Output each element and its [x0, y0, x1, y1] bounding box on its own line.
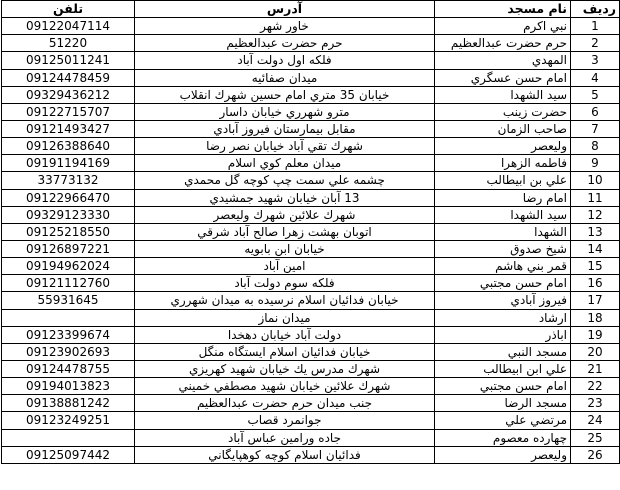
phone-cell: 09329123330	[2, 206, 135, 223]
table-row	[2, 155, 620, 172]
row-number-cell: 21	[571, 360, 620, 377]
row-number-cell: 26	[571, 446, 620, 463]
mosque-name-cell: اباذر	[435, 326, 571, 343]
phone-cell: 55931645	[2, 292, 135, 309]
row-number-cell: 9	[571, 155, 620, 172]
row-number-cell: 22	[571, 378, 620, 395]
table-row	[2, 360, 620, 377]
mosque-name-cell: امام حسن عسگري	[435, 69, 571, 86]
address-cell: فدائيان اسلام كوچه كوهپايگاني	[135, 446, 435, 463]
mosque-name-cell: علي ابن ابيطالب	[435, 360, 571, 377]
address-cell: اتوبان بهشت زهرا صالح آباد شرقي	[135, 223, 435, 240]
row-number-cell: 3	[571, 52, 620, 69]
phone-cell	[2, 309, 135, 326]
phone-cell: 51220	[2, 35, 135, 52]
mosque-name-cell: مسجد النبي	[435, 343, 571, 360]
phone-cell: 09125218550	[2, 223, 135, 240]
row-number-cell: 15	[571, 258, 620, 275]
phone-cell: 09121112760	[2, 275, 135, 292]
phone-cell: 09125097442	[2, 446, 135, 463]
phone-cell: 09123902693	[2, 343, 135, 360]
address-cell: امين آباد	[135, 258, 435, 275]
row-number-cell: 23	[571, 395, 620, 412]
row-number-cell: 4	[571, 69, 620, 86]
phone-cell: 09122047114	[2, 18, 135, 35]
phone-cell: 09329436212	[2, 86, 135, 103]
row-number-cell: 16	[571, 275, 620, 292]
row-number-cell: 19	[571, 326, 620, 343]
name-column-header: نام مسجد	[435, 1, 571, 18]
table-row	[2, 86, 620, 103]
phone-cell: 09138881242	[2, 395, 135, 412]
phone-cell: 09194962024	[2, 258, 135, 275]
row-number-cell: 18	[571, 309, 620, 326]
row-number-cell: 25	[571, 429, 620, 446]
phone-cell: 09124478755	[2, 360, 135, 377]
table-row	[2, 35, 620, 52]
address-cell: جنب ميدان حرم حضرت عبدالعظيم	[135, 395, 435, 412]
row-number-cell: 14	[571, 240, 620, 257]
table-row	[2, 69, 620, 86]
address-cell: مقابل بيمارستان فيروز آبادي	[135, 120, 435, 137]
phone-cell: 09125011241	[2, 52, 135, 69]
mosque-name-cell: ارشاد	[435, 309, 571, 326]
phone-cell: 09126897221	[2, 240, 135, 257]
phone-cell: 09123399674	[2, 326, 135, 343]
row-number-cell: 13	[571, 223, 620, 240]
mosque-name-cell: وليعصر	[435, 446, 571, 463]
mosque-name-cell: حضرت زينب	[435, 103, 571, 120]
phone-cell	[2, 429, 135, 446]
mosque-name-cell: حرم حضرت عبدالعظيم	[435, 35, 571, 52]
address-cell: ميدان صفائيه	[135, 69, 435, 86]
mosque-name-cell: صاحب الزمان	[435, 120, 571, 137]
row-number-cell: 10	[571, 172, 620, 189]
address-cell: شهرك تقي آباد خيابان نصر رضا	[135, 138, 435, 155]
address-cell: جاده ورامين عباس آباد	[135, 429, 435, 446]
address-cell: ميدان معلم كوي اسلام	[135, 155, 435, 172]
table-row	[2, 189, 620, 206]
phone-column-header: تلفن	[2, 1, 135, 18]
row-number-cell: 6	[571, 103, 620, 120]
row-number-cell: 2	[571, 35, 620, 52]
address-cell: خاور شهر	[135, 18, 435, 35]
address-cell: شهرك علائين شهرك وليعصر	[135, 206, 435, 223]
address-cell: خيابان فدائيان اسلام ايستگاه منگل	[135, 343, 435, 360]
address-cell: خيابان ابن بابويه	[135, 240, 435, 257]
mosque-name-cell: مسجد الرضا	[435, 395, 571, 412]
phone-cell: 09122966470	[2, 189, 135, 206]
phone-cell: 09121493427	[2, 120, 135, 137]
mosque-name-cell: نبي اكرم	[435, 18, 571, 35]
address-cell: شهرك علائين خيابان شهيد مصطفي خميني	[135, 378, 435, 395]
address-cell: فلكه اول دولت آباد	[135, 52, 435, 69]
address-cell: فلكه سوم دولت آباد	[135, 275, 435, 292]
phone-cell: 09126388640	[2, 138, 135, 155]
phone-cell: 09122715707	[2, 103, 135, 120]
table-row	[2, 103, 620, 120]
mosque-name-cell: المهدي	[435, 52, 571, 69]
table-row	[2, 395, 620, 412]
table-row	[2, 326, 620, 343]
table-row	[2, 446, 620, 463]
address-cell: خيابان 35 متري امام حسين شهرك انقلاب	[135, 86, 435, 103]
table-row	[2, 292, 620, 309]
row-number-cell: 12	[571, 206, 620, 223]
address-cell: شهرك مدرس يك خيابان شهيد كهريزي	[135, 360, 435, 377]
table-row	[2, 309, 620, 326]
table-row	[2, 206, 620, 223]
table-row	[2, 172, 620, 189]
row-number-cell: 24	[571, 412, 620, 429]
address-cell: جوانمرد قصاب	[135, 412, 435, 429]
table-row	[2, 343, 620, 360]
header-row	[2, 1, 620, 18]
mosque-name-cell: امام رضا	[435, 189, 571, 206]
table-row	[2, 412, 620, 429]
mosque-directory-table	[1, 0, 620, 464]
phone-cell: 09123249251	[2, 412, 135, 429]
mosque-name-cell: الشهدا	[435, 223, 571, 240]
address-cell: ميدان نماز	[135, 309, 435, 326]
mosque-name-cell: چهارده معصوم	[435, 429, 571, 446]
table-row	[2, 240, 620, 257]
address-cell: خيابان فدائيان اسلام نرسيده به ميدان شهرري	[135, 292, 435, 309]
mosque-name-cell: فاطمه الزهرا	[435, 155, 571, 172]
mosque-name-cell: امام حسن مجتبي	[435, 275, 571, 292]
row-number-cell: 5	[571, 86, 620, 103]
address-column-header: آدرس	[135, 1, 435, 18]
table-row	[2, 275, 620, 292]
index-column-header: رديف	[571, 1, 620, 18]
mosque-name-cell: فيروز آبادي	[435, 292, 571, 309]
mosque-name-cell: سيد الشهدا	[435, 86, 571, 103]
row-number-cell: 17	[571, 292, 620, 309]
phone-cell: 33773132	[2, 172, 135, 189]
row-number-cell: 1	[571, 18, 620, 35]
phone-cell: 09124478459	[2, 69, 135, 86]
row-number-cell: 7	[571, 120, 620, 137]
mosque-name-cell: قمر بني هاشم	[435, 258, 571, 275]
address-cell: حرم حضرت عبدالعظيم	[135, 35, 435, 52]
row-number-cell: 11	[571, 189, 620, 206]
table-body	[2, 18, 620, 464]
row-number-cell: 20	[571, 343, 620, 360]
phone-cell: 09191194169	[2, 155, 135, 172]
table-row	[2, 138, 620, 155]
mosque-name-cell: علي بن ابيطالب	[435, 172, 571, 189]
address-cell: دولت آباد خيابان دهخدا	[135, 326, 435, 343]
mosque-name-cell: وليعصر	[435, 138, 571, 155]
row-number-cell: 8	[571, 138, 620, 155]
table-row	[2, 120, 620, 137]
phone-cell: 09194013823	[2, 378, 135, 395]
table-row	[2, 52, 620, 69]
table-row	[2, 429, 620, 446]
address-cell: 13 آبان خيابان شهيد جمشيدي	[135, 189, 435, 206]
table-row	[2, 258, 620, 275]
mosque-name-cell: سيد الشهدا	[435, 206, 571, 223]
table-row	[2, 378, 620, 395]
table-row	[2, 18, 620, 35]
address-cell: چشمه علي سمت چپ كوچه گل محمدي	[135, 172, 435, 189]
address-cell: مترو شهرري خيابان داسار	[135, 103, 435, 120]
mosque-name-cell: مرتضي علي	[435, 412, 571, 429]
table-row	[2, 223, 620, 240]
mosque-name-cell: امام حسن مجتبي	[435, 378, 571, 395]
mosque-name-cell: شيخ صدوق	[435, 240, 571, 257]
